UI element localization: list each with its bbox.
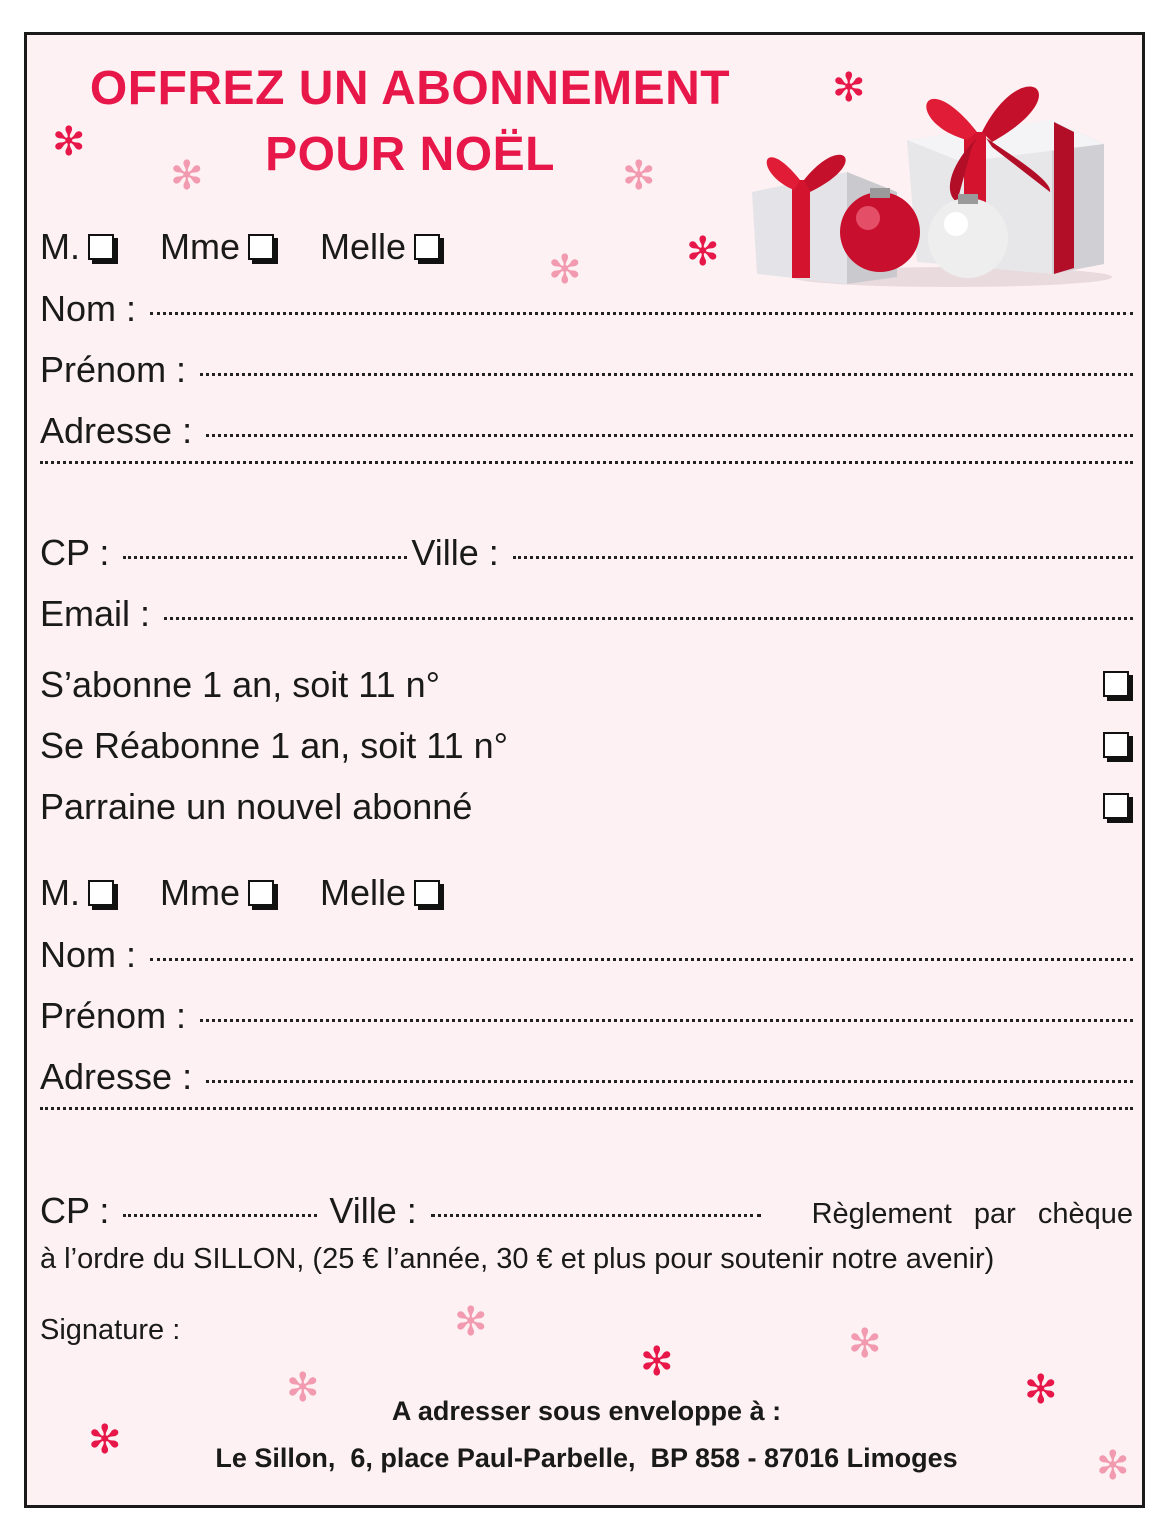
prenom-field-2[interactable] [40, 991, 1133, 1041]
ville-label: Ville : [329, 1190, 417, 1231]
checkbox-icon[interactable] [414, 234, 440, 260]
civility-melle[interactable] [320, 868, 440, 918]
adresse-field-1[interactable] [40, 406, 1133, 456]
snowflake-icon: ✻ [170, 154, 204, 198]
nom-label: Nom : [40, 288, 137, 329]
snowflake-icon: ✻ [640, 1340, 674, 1384]
adresse-line2-1[interactable] [40, 467, 1133, 517]
adresse-field-2[interactable] [40, 1052, 1133, 1102]
adresse-input-line2[interactable] [40, 461, 1133, 464]
option-parraine-label: Parraine un nouvel abonné [40, 786, 473, 827]
snowflake-icon: ✻ [848, 1322, 882, 1366]
prenom-input[interactable] [200, 1019, 1133, 1022]
nom-field-2[interactable] [40, 930, 1133, 980]
nom-field-1[interactable] [40, 284, 1133, 334]
civility-row-2 [40, 868, 1133, 918]
snowflake-icon: ✻ [1096, 1444, 1130, 1488]
civility-m-label: M. [40, 226, 80, 267]
snowflake-icon: ✻ [454, 1300, 488, 1344]
signature-label: Signature : [40, 1314, 181, 1346]
civility-melle-label: Melle [320, 226, 407, 267]
option-reabonne-label: Se Réabonne 1 an, soit 11 n° [40, 725, 509, 766]
snowflake-icon: ✻ [88, 1418, 122, 1462]
nom-label: Nom : [40, 934, 137, 975]
email-field[interactable] [40, 589, 1133, 639]
cp-ville-row-2 [40, 1186, 1133, 1236]
prenom-label: Prénom : [40, 349, 187, 390]
reglement-line-2: à l’ordre du SILLON, (25 € l’année, 30 € et plus pour soutenir notre avenir) [40, 1243, 995, 1275]
civility-mme[interactable] [160, 222, 274, 272]
snowflake-icon: ✻ [832, 66, 866, 110]
civility-melle-label: Melle [320, 872, 407, 913]
snowflake-icon: ✻ [52, 120, 86, 164]
ville-label: Ville : [411, 532, 499, 573]
address-line-1: A adresser sous enveloppe à : [391, 1396, 782, 1426]
option-abonne-label: S’abonne 1 an, soit 11 n° [40, 664, 441, 705]
adresse-line2-2[interactable] [40, 1113, 1133, 1163]
email-label: Email : [40, 593, 151, 634]
adresse-label: Adresse : [40, 410, 193, 451]
civility-mme-label: Mme [160, 226, 240, 267]
email-input[interactable] [164, 617, 1133, 620]
checkbox-icon[interactable] [1103, 793, 1129, 819]
ville-input[interactable] [431, 1214, 761, 1217]
civility-row-1 [40, 222, 1133, 272]
cp-input[interactable] [123, 1214, 317, 1217]
checkbox-icon[interactable] [88, 234, 114, 260]
adresse-input[interactable] [206, 434, 1133, 437]
civility-m-label: M. [40, 872, 80, 913]
adresse-input-line2[interactable] [40, 1107, 1133, 1110]
checkbox-icon[interactable] [414, 880, 440, 906]
snowflake-icon: ✻ [622, 154, 656, 198]
checkbox-icon[interactable] [1103, 732, 1129, 758]
snowflake-icon: ✻ [548, 248, 582, 292]
civility-mme[interactable] [160, 868, 274, 918]
civility-m[interactable] [40, 222, 114, 272]
checkbox-icon[interactable] [1103, 671, 1129, 697]
nom-input[interactable] [150, 312, 1133, 315]
nom-input[interactable] [150, 958, 1133, 961]
checkbox-icon[interactable] [248, 234, 274, 260]
page-title [40, 56, 780, 188]
civility-mme-label: Mme [160, 872, 240, 913]
adresse-label: Adresse : [40, 1056, 193, 1097]
cp-input[interactable] [123, 556, 407, 559]
snowflake-icon: ✻ [686, 230, 720, 274]
civility-m[interactable] [40, 868, 114, 918]
adresse-input[interactable] [206, 1080, 1133, 1083]
option-parraine[interactable] [40, 782, 1133, 832]
prenom-field-1[interactable] [40, 345, 1133, 395]
ville-input[interactable] [513, 556, 1133, 559]
checkbox-icon[interactable] [88, 880, 114, 906]
snowflake-icon: ✻ [1024, 1368, 1058, 1412]
option-reabonne[interactable] [40, 721, 1133, 771]
title-line-1: OFFREZ UN ABONNEMENT [89, 62, 731, 115]
reglement-line-1: Règlement par chèque [811, 1198, 1133, 1230]
snowflake-icon: ✻ [286, 1366, 320, 1410]
checkbox-icon[interactable] [248, 880, 274, 906]
cp-ville-row-1 [40, 528, 1133, 578]
cp-label: CP : [40, 1190, 110, 1231]
title-line-2: POUR NOËL [265, 128, 555, 181]
address-line-2: Le Sillon, 6, place Paul-Parbelle, BP 858 - 87016 Limoges [215, 1443, 958, 1473]
prenom-input[interactable] [200, 373, 1133, 376]
cp-label: CP : [40, 532, 110, 573]
civility-melle[interactable] [320, 222, 440, 272]
option-abonne[interactable] [40, 660, 1133, 710]
prenom-label: Prénom : [40, 995, 187, 1036]
